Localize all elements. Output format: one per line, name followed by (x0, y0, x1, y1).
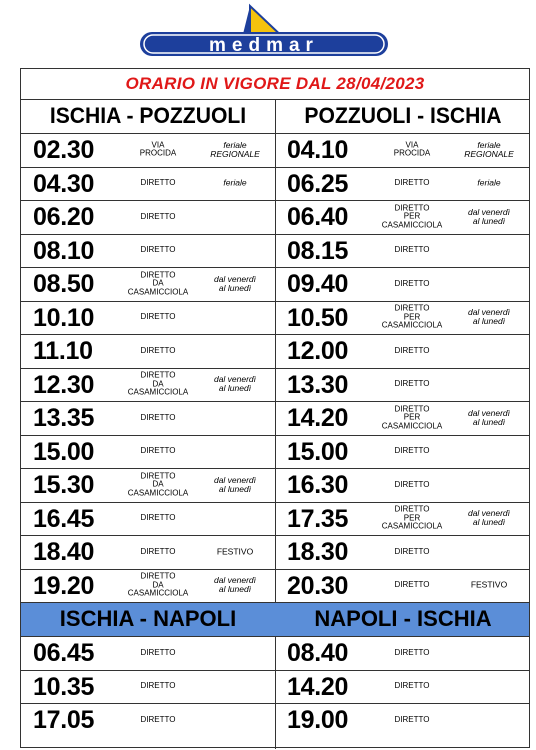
service-note: dal venerdì al lunedì (467, 407, 511, 427)
route-type: DIRETTO (394, 681, 430, 690)
departure-time: 02.30 (33, 136, 95, 164)
departure-row (21, 133, 275, 167)
departure-time: 17.05 (33, 706, 95, 734)
route-type: DIRETTO (140, 714, 176, 724)
departure-row (275, 468, 531, 502)
service-note: feriale (477, 177, 501, 188)
departure-time: 10.35 (33, 672, 95, 701)
route-type: DIRETTO (140, 245, 176, 254)
route-type: DIRETTO (140, 312, 176, 321)
route-title-ischia-pozzuoli: ISCHIA - POZZUOLI (49, 103, 247, 128)
route-type: DIRETTO (394, 647, 430, 657)
departure-time: 08.40 (287, 639, 349, 667)
departure-time: 06.40 (287, 203, 349, 231)
departure-time: 13.35 (33, 404, 95, 432)
route-type: DIRETTO (140, 681, 176, 690)
departure-row (21, 267, 275, 301)
route-type: DIRETTO (394, 714, 430, 724)
departure-row (275, 267, 531, 301)
route-type: DIRETTO PER CASAMICCIOLA (381, 203, 443, 229)
validity-notice: ORARIO IN VIGORE DAL 28/04/2023 (125, 74, 425, 93)
departure-row (21, 569, 275, 603)
route-title-ischia-napoli: ISCHIA - NAPOLI (59, 606, 237, 631)
departure-row (21, 401, 275, 435)
route-type: DIRETTO (394, 379, 430, 388)
departure-time: 08.50 (33, 270, 95, 298)
route-type: DIRETTO DA CASAMICCIOLA (127, 270, 189, 296)
departure-time: 14.20 (287, 672, 349, 701)
route-type: DIRETTO (394, 278, 430, 288)
departure-time: 15.00 (287, 437, 349, 466)
departure-row (21, 468, 275, 502)
departure-time: 15.00 (33, 437, 95, 466)
timetable (20, 68, 530, 748)
departure-time: 16.45 (33, 504, 95, 533)
departure-row (21, 167, 275, 201)
departure-time: 08.15 (287, 236, 349, 265)
departure-time: 06.20 (33, 203, 95, 231)
route-type: DIRETTO (140, 211, 176, 221)
departure-row (21, 703, 275, 737)
service-note: dal venerdì al lunedì (467, 206, 511, 226)
departure-row (275, 502, 531, 536)
service-note: dal venerdì al lunedì (467, 307, 511, 327)
departure-time: 06.25 (287, 169, 349, 198)
departure-row (21, 670, 275, 704)
departure-row (21, 435, 275, 469)
brand-wordmark: medmar (209, 35, 319, 56)
departure-row (275, 401, 531, 435)
service-note: dal venerdì al lunedì (213, 273, 257, 293)
route-type: DIRETTO (140, 446, 176, 455)
departure-row (21, 301, 275, 335)
service-note: dal venerdì al lunedì (467, 508, 511, 528)
departure-time: 06.45 (33, 639, 95, 667)
departure-row (21, 535, 275, 569)
departure-time: 04.30 (33, 169, 95, 198)
departure-time: 10.50 (287, 303, 349, 332)
route-type: DIRETTO (394, 345, 430, 355)
departure-time: 08.10 (33, 236, 95, 265)
route-type: VIA PROCIDA (393, 140, 431, 158)
departure-row (21, 200, 275, 234)
route-type: DIRETTO (140, 647, 176, 657)
route-type: DIRETTO (394, 245, 430, 254)
departure-time: 11.10 (33, 337, 93, 365)
route-type: DIRETTO PER CASAMICCIOLA (381, 303, 443, 330)
route-type: DIRETTO PER CASAMICCIOLA (381, 504, 443, 531)
departure-row (275, 535, 531, 569)
departure-row (275, 368, 531, 402)
route-title-napoli-ischia: NAPOLI - ISCHIA (314, 606, 492, 631)
departure-row (275, 636, 531, 670)
service-note: FESTIVO (216, 546, 254, 557)
departure-time: 09.40 (287, 270, 349, 298)
departure-time: 20.30 (287, 571, 349, 600)
departure-row (21, 502, 275, 536)
departure-time: 12.30 (33, 370, 95, 399)
medmar-logo (138, 2, 390, 66)
departure-time: 04.10 (287, 136, 349, 164)
route-type: DIRETTO (394, 479, 430, 489)
service-note: dal venerdì al lunedì (213, 474, 257, 494)
departure-row (275, 167, 531, 201)
departure-row (275, 334, 531, 368)
departure-row (275, 569, 531, 603)
service-note: feriale (223, 177, 247, 188)
departure-row (21, 234, 275, 268)
route-type: DIRETTO DA CASAMICCIOLA (127, 370, 189, 397)
departure-time: 16.30 (287, 471, 349, 499)
route-title-pozzuoli-ischia: POZZUOLI - ISCHIA (304, 103, 502, 128)
departure-time: 10.10 (33, 303, 95, 332)
departure-row (275, 435, 531, 469)
departure-time: 19.00 (287, 706, 349, 734)
route-type: DIRETTO DA CASAMICCIOLA (127, 571, 189, 598)
route-type: DIRETTO (140, 546, 176, 556)
departure-time: 18.30 (287, 538, 349, 566)
route-type: VIA PROCIDA (139, 140, 177, 158)
departure-row (21, 636, 275, 670)
route-type: DIRETTO (140, 178, 176, 187)
route-type: DIRETTO (140, 513, 176, 522)
service-note: feriale REGIONALE (210, 139, 260, 159)
route-type: DIRETTO DA CASAMICCIOLA (127, 471, 189, 497)
departure-time: 18.40 (33, 538, 95, 566)
departure-row (275, 301, 531, 335)
route-type: DIRETTO (394, 178, 430, 187)
route-type: DIRETTO PER CASAMICCIOLA (381, 404, 443, 430)
departure-time: 14.20 (287, 404, 349, 432)
departure-time: 15.30 (33, 471, 95, 499)
departure-time: 13.30 (287, 370, 349, 399)
route-type: DIRETTO (140, 412, 176, 422)
departure-row (275, 703, 531, 737)
route-type: DIRETTO (140, 345, 176, 355)
departure-row (275, 133, 531, 167)
service-note: FESTIVO (470, 579, 508, 590)
departure-row (275, 234, 531, 268)
departure-time: 19.20 (33, 571, 95, 600)
departure-row (275, 670, 531, 704)
route-type: DIRETTO (394, 446, 430, 455)
departure-time: 17.35 (287, 504, 349, 533)
route-type: DIRETTO (394, 546, 430, 556)
service-note: feriale REGIONALE (464, 139, 514, 159)
service-note: dal venerdì al lunedì (213, 374, 257, 394)
route-type: DIRETTO (394, 580, 430, 589)
departure-row (275, 200, 531, 234)
service-note: dal venerdì al lunedì (213, 575, 257, 595)
departure-row (21, 334, 275, 368)
departure-row (21, 368, 275, 402)
departure-time: 12.00 (287, 337, 349, 365)
